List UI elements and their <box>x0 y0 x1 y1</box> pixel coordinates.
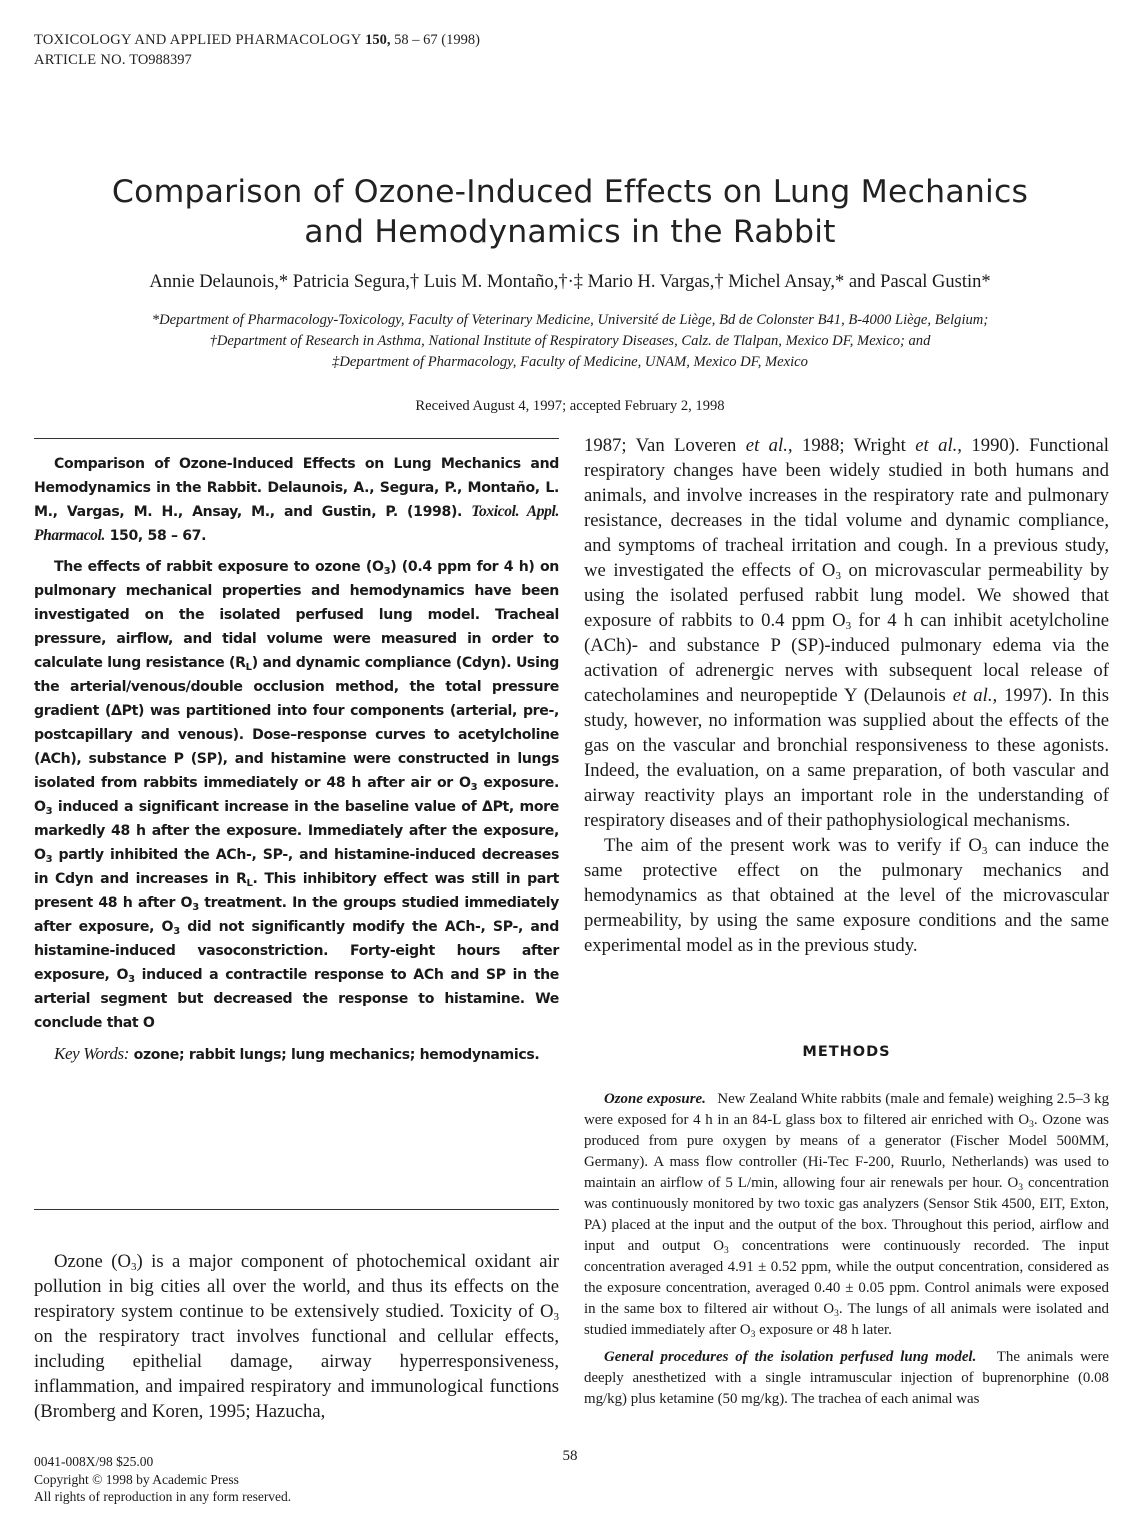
general-procedures-paragraph: General procedures of the isolation perfused lung model. The animals were deeply anesthetized with a single intramuscular injection of buprenorphine (0.08 mg/kg) plus ketamine (50 mg/kg). The trachea of each animal was <box>584 1349 1110 1407</box>
affiliation-3: ‡Department of Pharmacology, Faculty of Medicine, UNAM, Mexico DF, Mexico <box>332 354 808 370</box>
ozone-exposure-paragraph: Ozone exposure. New Zealand White rabbits (male and female) weighing 2.5–3 kg were exposed for 4 h in an 84-L glass box to filtered air enriched with $O_3$. Ozone was produced from pure oxygen by means of a generator (Fischer Model 500MM, Germany). A mass flow controller (Hi-Tec F-200, Ruurlo, Netherlands) was used to maintain an airflow of 5 L/min, allowing four air renewals per hour. $O_3$ concentration was continuously monitored by two toxic gas analyzers (Sensor Stik 4500, EIT, Exton, PA) placed at the input and the output of the box. Throughout this period, airflow and input and output $O_3$ concentrations were continuously recorded. The input concentration averaged 4.91 ± 0.52 ppm, while the output concentration, considered as the exposure concentration, averaged 0.40 ± 0.05 ppm. Control animals were exposed in the same box to filtered air without $O_3$. The lungs of all animals were isolated and studied immediately after $O_3$ exposure or 48 h later. <box>584 1091 1110 1340</box>
article-number-line <box>34 50 480 70</box>
abstract <box>34 452 559 1074</box>
authors: Annie Delaunois,* Patricia Segura,† Luis M. Montaño,†·‡ Mario H. Vargas,† Michel Ansay,* and Pascal Gustin* <box>149 272 991 292</box>
introduction-left-column <box>34 1249 559 1424</box>
methods-heading: METHODS <box>802 1044 891 1060</box>
intro-paragraph-1: Ozone $(O_3)$ is a major component of photochemical oxidant air pollution in big cities all over the world, and thus its effects on the respiratory system continue to be extensively studied. Toxicity of $O_3$ on the respiratory tract involves functional and cellular effects, including epithelial damage, airway hyperresponsiveness, inflammation, and impaired respiratory and immunological functions (Bromberg and Koren, 1995; Hazucha, <box>34 1251 559 1422</box>
footer-rights: All rights of reproduction in any form reserved. <box>34 1489 292 1504</box>
abstract-bottom-rule <box>34 1209 559 1210</box>
affiliation-1: *Department of Pharmacology-Toxicology, Faculty of Veterinary Medicine, Université de Liège, Bd de Colonster B41, B-4000 Liège, Belgium; <box>151 312 989 328</box>
journal-volume: 150, <box>365 32 391 48</box>
intro-paragraph-2: The aim of the present work was to verify if $O_3$ can induce the same protective effect on the pulmonary mechanics and hemodynamics as that obtained at the level of the microvascular permeability, by using the same exposure conditions and the same experimental model as in the previous study. <box>584 835 1109 956</box>
abstract-body: The effects of rabbit exposure to ozone $(O_3)$ (0.4 ppm for 4 h) on pulmonary mechanical properties and hemodynamics have been investigated on the isolated perfused lung model. Tracheal pressure, airflow, and tidal volume were measured in order to calculate lung resistance $(R_L)$ and dynamic compliance (Cdyn). Using the arterial/venous/double occlusion method, the total pressure gradient (ΔPt) was partitioned into four components (arterial, pre-, postcapillary and venous). Dose–response curves to acetylcholine (ACh), substance P (SP), and histamine were constructed in lungs isolated from rabbits immediately or 48 h after air or $O_3$ exposure. $O_3$ induced a significant increase in the baseline value of ΔPt, more markedly 48 h after the exposure. Immediately after the exposure, $O_3$ partly inhibited the ACh-, SP-, and histamine-induced decreases in Cdyn and increases in $R_L$. This inhibitory effect was still in part present 48 h after $O_3$ treatment. In the groups studied immediately after exposure, $O_3$ did not significantly modify the ACh-, SP-, and histamine-induced vasoconstriction. Forty-eight hours after exposure, $O_3$ induced a contractile response to ACh and SP in the arterial segment but decreased the response to histamine. We conclude that O <box>34 559 560 1031</box>
journal-name: TOXICOLOGY AND APPLIED PHARMACOLOGY <box>34 32 362 48</box>
keywords-label: Key Words: <box>54 1044 130 1063</box>
journal-citation-line <box>34 30 480 50</box>
affiliations <box>30 310 1110 373</box>
keywords-list: ozone; rabbit lungs; lung mechanics; hemodynamics. <box>133 1047 540 1063</box>
footer <box>34 1453 291 1506</box>
journal-header <box>34 30 480 70</box>
article-number: TO988397 <box>129 52 192 68</box>
abstract-citation: Comparison of Ozone-Induced Effects on Lung Mechanics and Hemodynamics in the Rabbit. Delaunois, A., Segura, P., Montaño, L. M., Vargas, M. H., Ansay, M., and Gustin, P. (1998). Toxicol. Appl. Pharmacol. 150, 58 – 67. <box>34 456 559 544</box>
title-line-2: and Hemodynamics in the Rabbit <box>304 214 836 250</box>
article-label: ARTICLE NO. <box>34 52 126 68</box>
introduction-right-column <box>584 433 1109 958</box>
title-line-1: Comparison of Ozone-Induced Effects on Lung Mechanics <box>111 174 1029 210</box>
article-title <box>70 172 1070 252</box>
citation-journal: Toxicol. Appl. Pharmacol. <box>34 503 559 544</box>
footer-copyright: Copyright © 1998 by Academic Press <box>34 1471 239 1487</box>
intro-paragraph-1-continued: 1987; Van Loveren et al., 1988; Wright et al., 1990). Functional respiratory changes have been widely studied in both humans and animals, and involve increases in the respiratory rate and pulmonary resistance, decreases in the tidal volume and dynamic compliance, and symptoms of tracheal irritation and cough. In a previous study, we investigated the effects of $O_3$ on microvascular permeability by using the isolated perfused rabbit lung model. We showed that exposure of rabbits to 0.4 ppm $O_3$ for 4 h can inhibit acetylcholine (ACh)- and substance P (SP)-induced pulmonary edema via the activation of adrenergic nerves with subsequent local release of catecholamines and neuropeptide Y (Delaunois et al., 1997). In this study, however, no information was supplied about the effects of the gas on the vascular and bronchial responsiveness to these agonists. Indeed, the evaluation, on a same preparation, of both vascular and airway reactivity plays an important role in the understanding of respiratory diseases and of their pathophysiological mechanisms. <box>584 435 1109 831</box>
keywords <box>34 1042 559 1067</box>
methods-section <box>584 1089 1109 1416</box>
page-number: 58 <box>562 1448 578 1464</box>
received-dates: Received August 4, 1997; accepted February 2, 1998 <box>415 398 725 414</box>
ozone-exposure-label: Ozone exposure. <box>604 1091 706 1107</box>
footer-price: 0041-008X/98 $25.00 <box>34 1454 154 1469</box>
abstract-top-rule <box>34 438 559 439</box>
general-procedures-label: General procedures of the isolation perfused lung model. <box>604 1349 977 1365</box>
journal-pages-year: 58 – 67 (1998) <box>394 32 480 48</box>
affiliation-2: †Department of Research in Asthma, National Institute of Respiratory Diseases, Calz. de Tlalpan, Mexico DF, Mexico; and <box>209 333 931 349</box>
